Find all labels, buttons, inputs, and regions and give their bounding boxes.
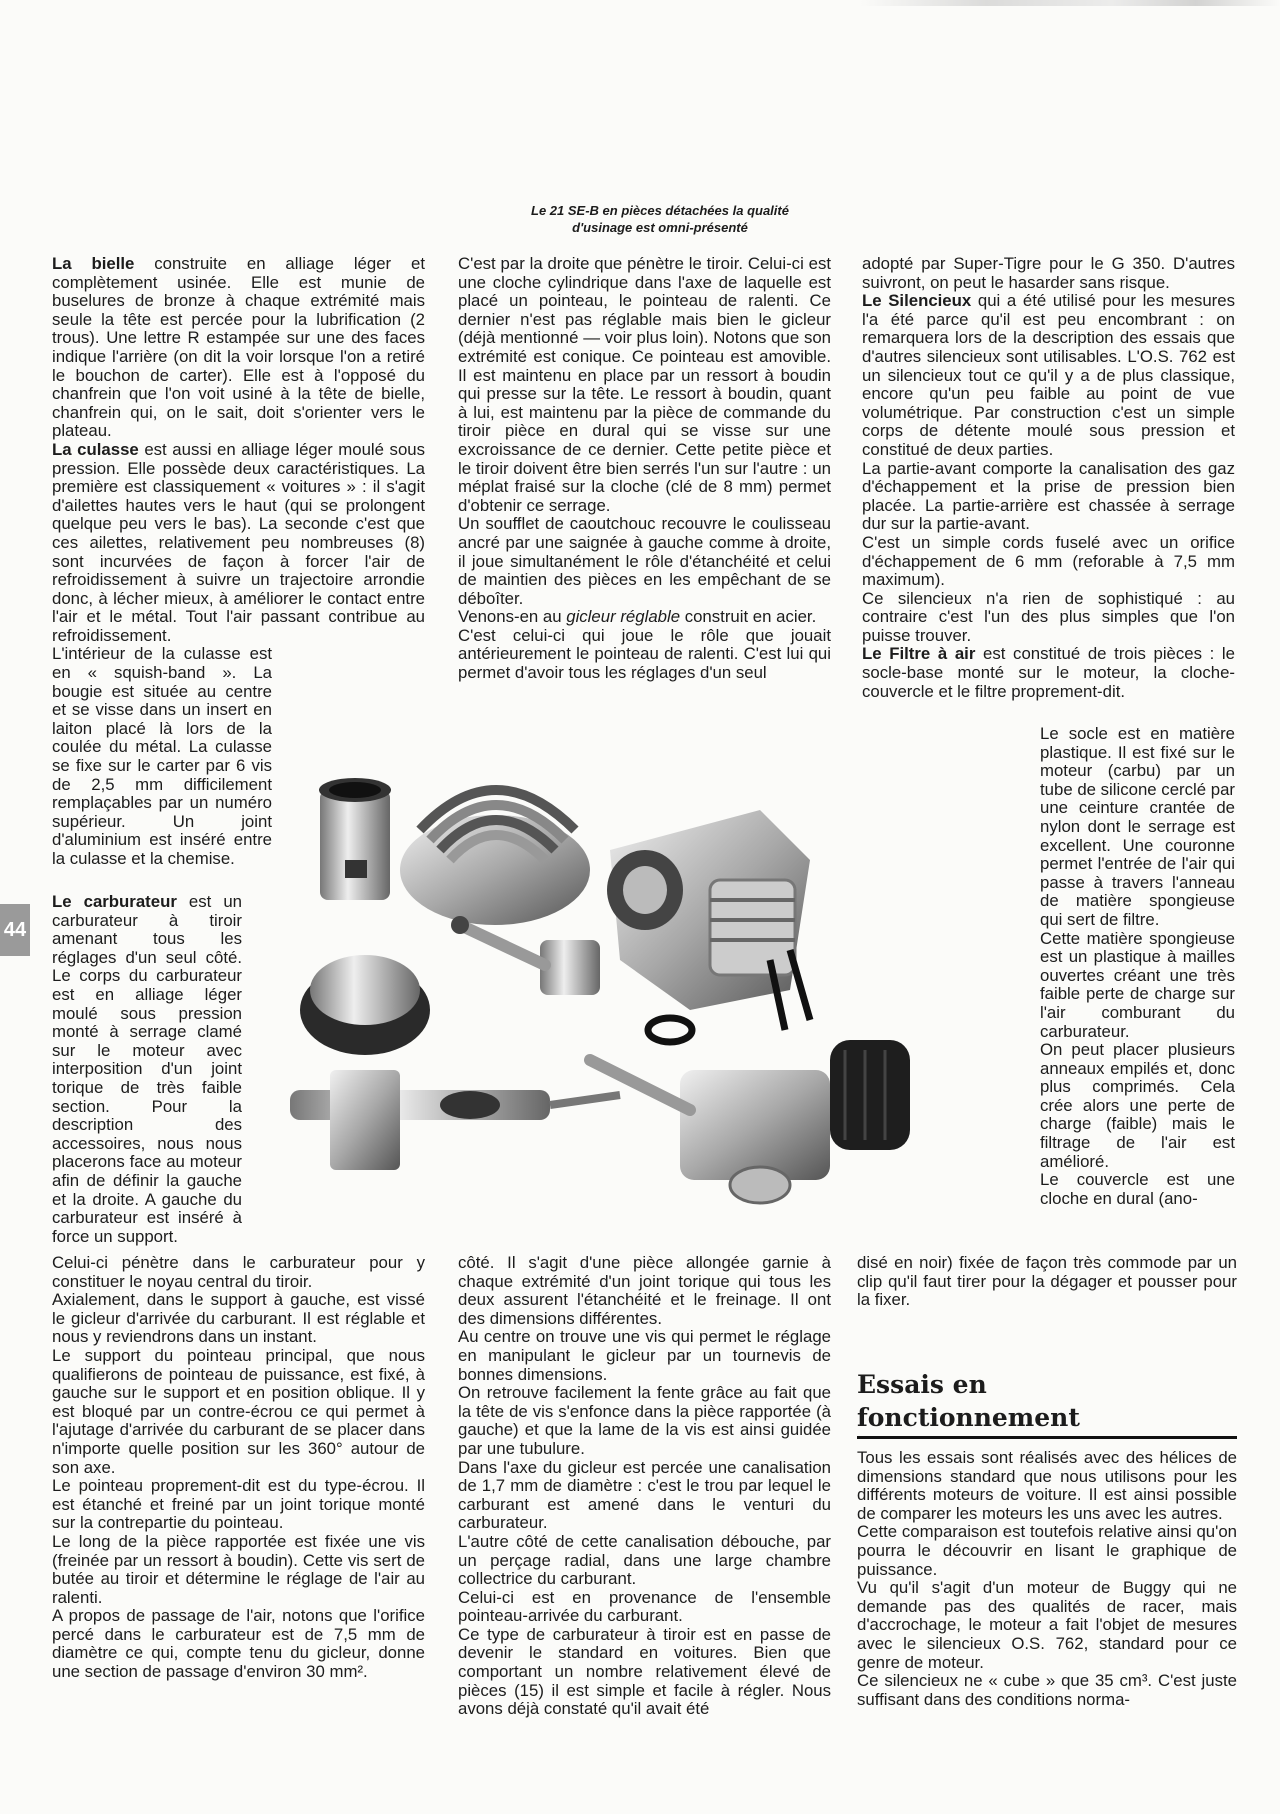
term-silencieux: Le Silencieux [862, 291, 972, 311]
paragraph-noyau: Celui-ci pénètre dans le carburateur pour y constituer le noyau central du tiroir. [52, 1253, 425, 1291]
paragraph-bielle [52, 255, 425, 441]
section-heading [857, 1368, 1237, 1434]
paragraph-passage-air: A propos de passage de l'air, notons que l'orifice percé dans le carburateur est de 7,5 mm de diamètre ce qui, compte tenu du gicleur, donne une section de passage d'environ 30 mm². [52, 1606, 425, 1682]
scan-edge [860, 0, 1280, 6]
paragraph-gicleur-reglable [458, 608, 831, 627]
term-bielle: La bielle [52, 254, 135, 273]
paragraph-couvercle: Le couvercle est une cloche en dural (ano- [1040, 1170, 1235, 1208]
paragraph-culasse [52, 441, 425, 646]
column-3-essais [857, 1449, 1237, 1709]
caption-line-1: Le 21 SE-B en pièces détachées la qualité [531, 203, 789, 218]
paragraph-vis-centre: Au centre on trouve une vis qui permet le réglage en manipulant le gicleur par un tournevis de bonnes dimensions. [458, 1327, 831, 1384]
paragraph-anodise: disé en noir) fixée de façon très commode par un clip qu'il faut tirer pour la dégager et pousser pour la fixer. [857, 1253, 1237, 1310]
column-3-after-photo [857, 1254, 1237, 1310]
paragraph-vis-butee: Le long de la pièce rapportée est fixée une vis (freinée par un ressort à boudin). Cette vis sert de butée au tiroir et détermine le réglage de l'air au ralenti. [52, 1531, 425, 1607]
paragraph-partie-avant: La partie-avant comporte la canalisation des gaz d'échappement et la prise de pression bien placée. La partie-arrière est chassée à serrage dur sur la partie-avant. [862, 458, 1235, 534]
paragraph-tiroir: C'est par la droite que pénètre le tiroir. Celui-ci est une cloche cylindrique dans l'axe de laquelle est placé un pointeau, le pointeau de ralenti. Ce dernier n'est pas réglable mais bien le gicleur (déjà mentionné — voir plus loin). Notons que son extrémité est conique. Ce pointeau est amovible. Il est maintenu en place par un ressort à boudin qui presse sur la tête. Le ressort à boudin, quant à lui, est maintenu par la pièce de commande du tiroir pièce en dural qui se visse sur une excroissance de ce dernier. Cette petite pièce et le tiroir doivent être bien serrés l'un sur l'autre : un méplat fraisé sur la cloche (clé de 8 mm) permet d'obtenir ce serrage. [458, 254, 831, 515]
text-culasse: est aussi en alliage léger moulé sous pression. Elle possède deux caractéristiques. La première est classiquement « voitures » : il s'agit d'ailettes hautes vers le haut (qui se prolongent quelque peu vers le bas). La seconde c'est que ces ailettes, relativement peu nombreuses (8) sont incurvées de façon à forcer l'air de refroidissement à suivre un trajectoire arrondie donc, à lécher mieux, à améliorer le contact entre l'air et le métal. Tout l'air passant contribue au refroidissement. [52, 439, 425, 645]
column-3-top [862, 255, 1235, 701]
o-ring [648, 1018, 692, 1042]
paragraph-super-tigre: adopté par Super-Tigre pour le G 350. D'autres suivront, on peut le hasarder sans risque. [862, 254, 1235, 292]
caption-line-2: d'usinage est omni-présenté [572, 220, 748, 235]
paragraph-sophistique: Ce silencieux n'a rien de sophistiqué : au contraire c'est l'un des plus simples que l'on puisse trouver. [862, 588, 1235, 645]
term-filtre: Le Filtre à air [862, 644, 976, 664]
cylinder-head [400, 790, 590, 925]
paragraph-filtre [862, 645, 1235, 701]
paragraph-matiere: Cette matière spongieuse est un plastique à mailles ouvertes créant une très faible perte de charge sur l'air comburant du carburateur. [1040, 928, 1235, 1041]
paragraph-anneaux: On peut placer plusieurs anneaux empilés et, donc plus comprimés. Cela crée alors une perte de charge (faible) mais le filtrage de l'air est amélioré. [1040, 1040, 1235, 1171]
heading-line-1: Essais en [857, 1370, 987, 1399]
text-acier: construit en acier. [680, 607, 817, 627]
paragraph-pointeau-support: Le support du pointeau principal, que nous qualifierons de pointeau de puissance, est fixé, à gauche sur le support et en position oblique. Il y est bloqué par un contre-écrou ce qui permet à l'ajutage d'arrivée du carburant de se placer dans n'importe quelle position sur les 360° autour de son axe. [52, 1345, 425, 1477]
term-culasse: La culasse [52, 439, 139, 459]
paragraph-buggy: Vu qu'il s'agit d'un moteur de Buggy qui ne demande pas des qualités de racer, mais d'accrochage, le moteur a fait l'objet de mesures avec le silencieux O.S. 762, standard pour ce genre de moteur. [857, 1578, 1237, 1672]
backplate [300, 955, 430, 1055]
paragraph-fente: On retrouve facilement la fente grâce au fait que la tête de vis s'enfonce dans la pièce rapportée (à gauche) et que la lame de la vis est ainsi guidée par une tubulure. [458, 1383, 831, 1458]
paragraph-chambre: L'autre côté de cette canalisation débouche, par un perçage radial, dans une large chambre collectrice du carburant. [458, 1531, 831, 1589]
text-venons: Venons-en au [458, 607, 567, 627]
paragraph-culasse-interieur: L'intérieur de la culasse est en « squish-band ». La bougie est située au centre et se visse dans un insert en laiton placé là lors de la coulée du métal. La culasse se fixe sur le carter par 6 vis de 2,5 mm difficilement remplaçables par un numéro supérieur. Un joint d'aluminium est inséré entre la culasse et la chemise. [52, 644, 272, 868]
text-carburateur: est un carburateur à tiroir amenant tous les réglages d'un seul côté. Le corps du carburateur est en alliage léger moulé sous pression monté à serrage clamé sur le moteur avec interposition d'un joint torique de très faible section. Pour la description des accessoires, nous nous placerons face au moteur afin de définir la gauche et la droite. A gauche du carburateur est inséré à force un support. [52, 892, 242, 1246]
paragraph-silencieux [862, 292, 1235, 459]
paragraph-cube: Ce silencieux ne « cube » que 35 cm³. C'est juste suffisant dans des conditions norma- [857, 1671, 1237, 1709]
paragraph-piece-allongee: côté. Il s'agit d'une pièce allongée garnie à chaque extrémité d'un joint torique qui tous les deux assurent l'étanchéité et le freinage. Il ont des dimensions différentes. [458, 1253, 831, 1328]
photo-caption [470, 202, 850, 236]
page-number: 44 [0, 904, 30, 956]
paragraph-soufflet: Un soufflet de caoutchouc recouvre le coulisseau ancré par une saignée à gauche comme à droite, il joue simultanément le rôle d'étanchéité et celui de maintien des pièces en les empêchant de se déboîter. [458, 514, 831, 608]
paragraph-canalisation: Dans l'axe du gicleur est percée une canalisation de 1,7 mm de diamètre : c'est le trou par lequel le carburant est amené dans le venturi du carburateur. [458, 1457, 831, 1533]
column-2-bottom [458, 1254, 831, 1719]
engine-parts-photo [290, 730, 1040, 1250]
carburetor [590, 1040, 910, 1203]
paragraph-cords-fusele: C'est un simple cords fuselé avec un orifice d'échappement de 6 mm (reforable à 7,5 mm maximum). [862, 532, 1235, 590]
heading-line-2: fonctionnement [857, 1403, 1080, 1432]
crankshaft [290, 1070, 620, 1170]
term-gicleur-reglable: gicleur réglable [566, 607, 681, 627]
paragraph-role-gicleur: C'est celui-ci qui joue le rôle que jouait antérieurement le pointeau de ralenti. C'est lui qui permet d'avoir tous les réglages d'un seul [458, 625, 831, 683]
paragraph-pointeau-ecrou: Le pointeau proprement-dit est du type-écrou. Il est étanché et freiné par un joint torique monté sur la contrepartie du pointeau. [52, 1476, 425, 1533]
paragraph-comparaison: Cette comparaison est toutefois relative ainsi qu'on pourra le découvrir en lisant le graphique de puissance. [857, 1522, 1237, 1579]
text-bielle: construite en alliage léger et complètement usinée. Elle est munie de buselures de bronze à chaque extrémité mais seule la tête est percée pour la lubrification (2 trous). Une lettre R estampée sur une des faces indique l'arrière (on dit la voir lorsque l'on a retiré le bouchon de carter). Elle est à l'opposé du chanfrein que l'on voit usiné à la tête de bielle, chanfrein qui, on le sait, doit s'orienter vers le plateau. [52, 254, 426, 441]
paragraph-socle: Le socle est en matière plastique. Il est fixé sur le moteur (carbu) par un tube de silicone cerclé par une ceinture crantée de nylon dont le serrage est excellent. Une couronne permet l'entrée de l'air qui passe à travers l'anneau de matière spongieuse qui sert de filtre. [1040, 724, 1235, 929]
text-silencieux: qui a été utilisé pour les mesures l'a été parce qu'il est peu encombrant : on remarquera lors de la description des essais que d'autres silencieux sont utilisables. L'O.S. 762 est un silencieux tout ce qu'il y a de plus classique, encore qu'un peu faible au point de vue volumétrique. Par construction c'est un simple corps de détente moulé sous pression et constitué de deux parties. [862, 291, 1235, 459]
cylinder-liner [319, 778, 391, 900]
paragraph-standard: Ce type de carburateur à tiroir est en passe de devenir le standard en voitures. Bien que comportant un nombre relativement élevé de pièces (15) il est simple et facile à régler. Nous avons déjà constaté qu'il avait été [458, 1624, 831, 1719]
column-3-narrow [1040, 725, 1235, 1208]
column-1-bottom [52, 1254, 425, 1682]
paragraph-provenance: Celui-ci est en provenance de l'ensemble pointeau-arrivée du carburant. [458, 1587, 831, 1626]
heading-rule [857, 1436, 1237, 1439]
paragraph-essais: Tous les essais sont réalisés avec des hélices de dimensions standard que nous utilisons pour les différents moteurs de voiture. Il est ainsi possible de comparer les moteurs les uns avec les autres. [857, 1448, 1237, 1523]
column-2-top [458, 255, 831, 683]
paragraph-gicleur-arrivee: Axialement, dans le support à gauche, est vissé le gicleur d'arrivée du carburant. Il est réglable et nous y reviendrons dans un instant. [52, 1290, 425, 1347]
term-carburateur: Le carburateur [52, 892, 177, 911]
crankcase [607, 810, 810, 1030]
column-1-narrow [52, 893, 242, 1246]
piston-conrod [451, 916, 600, 995]
text-filtre: est constitué de trois pièces : le socle-base monté sur le moteur, la cloche-couvercle et le filtre proprement-dit. [862, 644, 1235, 701]
paragraph-carburateur [52, 893, 242, 1246]
